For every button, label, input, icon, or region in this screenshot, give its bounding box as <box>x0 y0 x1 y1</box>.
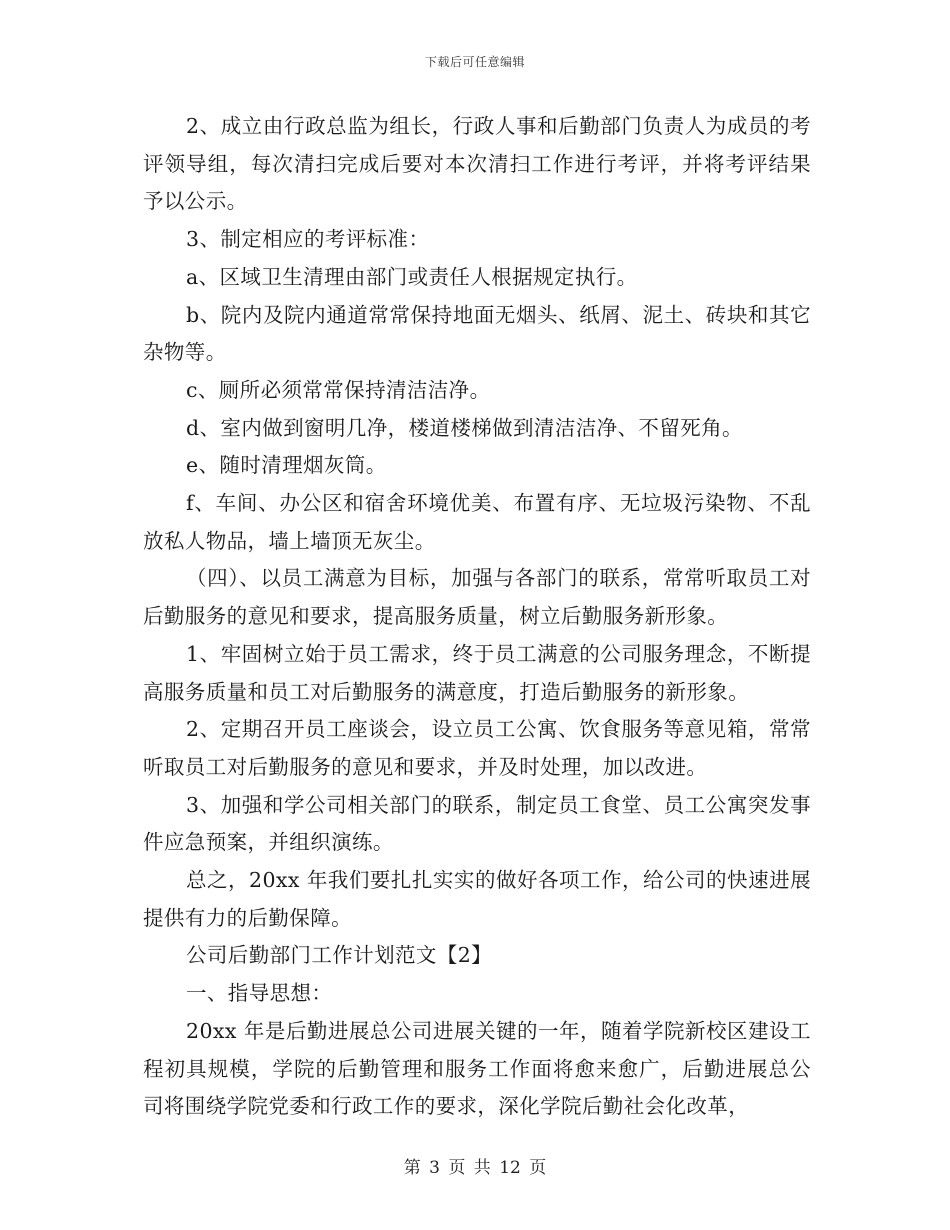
paragraph: 2、定期召开员工座谈会，设立员工公寓、饮食服务等意见箱，常常听取员工对后勤服务的意见和要求，并及时处理，加以改进。 <box>143 717 811 779</box>
paragraph: c、厕所必须常常保持清洁洁净。 <box>186 377 491 402</box>
paragraph: f、车间、办公区和宿舍环境优美、布置有序、无垃圾污染物、不乱放私人物品，墙上墙顶无灰尘。 <box>143 491 811 553</box>
paragraph: d、室内做到窗明几净，楼道楼梯做到清洁洁净、不留死角。 <box>186 415 743 440</box>
paragraph: 2、成立由行政总监为组长，行政人事和后勤部门负责人为成员的考评领导组，每次清扫完成后要对本次清扫工作进行考评，并将考评结果予以公示。 <box>143 114 811 214</box>
paragraph: 3、加强和学公司相关部门的联系，制定员工食堂、员工公寓突发事件应急预案，并组织演练。 <box>143 792 811 855</box>
section-heading: （四）、以员工满意为目标，加强与各部门的联系，常常听取员工对后勤服务的意见和要求，提高服务质量，树立后勤服务新形象。 <box>143 566 811 629</box>
paragraph: b、院内及院内通道常常保持地面无烟头、纸屑、泥土、砖块和其它杂物等。 <box>143 302 811 365</box>
header-note: 下载后可任意编辑 <box>424 55 525 69</box>
paragraph: a、区域卫生清理由部门或责任人根据规定执行。 <box>186 264 638 289</box>
paragraph: e、随时清理烟灰筒。 <box>186 453 387 478</box>
page-number: 第 3 页 共 12 页 <box>403 1158 547 1178</box>
document-body <box>143 108 811 1126</box>
paragraph: 3、制定相应的考评标准： <box>186 227 430 252</box>
paragraph: 总之，20xx 年我们要扎扎实实的做好各项工作，给公司的快速进展提供有力的后勤保障。 <box>143 868 811 930</box>
paragraph: 20xx 年是后勤进展总公司进展关键的一年，随着学院新校区建设工程初具规模，学院的后勤管理和服务工作面将愈来愈广，后勤进展总公司将围绕学院党委和行政工作的要求，深化学院后勤社会化改革， <box>143 1018 811 1119</box>
document-title: 公司后勤部门工作计划范文【2】 <box>186 943 493 968</box>
section-heading: 一、指导思想： <box>186 981 333 1006</box>
paragraph: 1、牢固树立始于员工需求，终于员工满意的公司服务理念，不断提高服务质量和员工对后勤服务的满意度，打造后勤服务的新形象。 <box>143 641 811 704</box>
